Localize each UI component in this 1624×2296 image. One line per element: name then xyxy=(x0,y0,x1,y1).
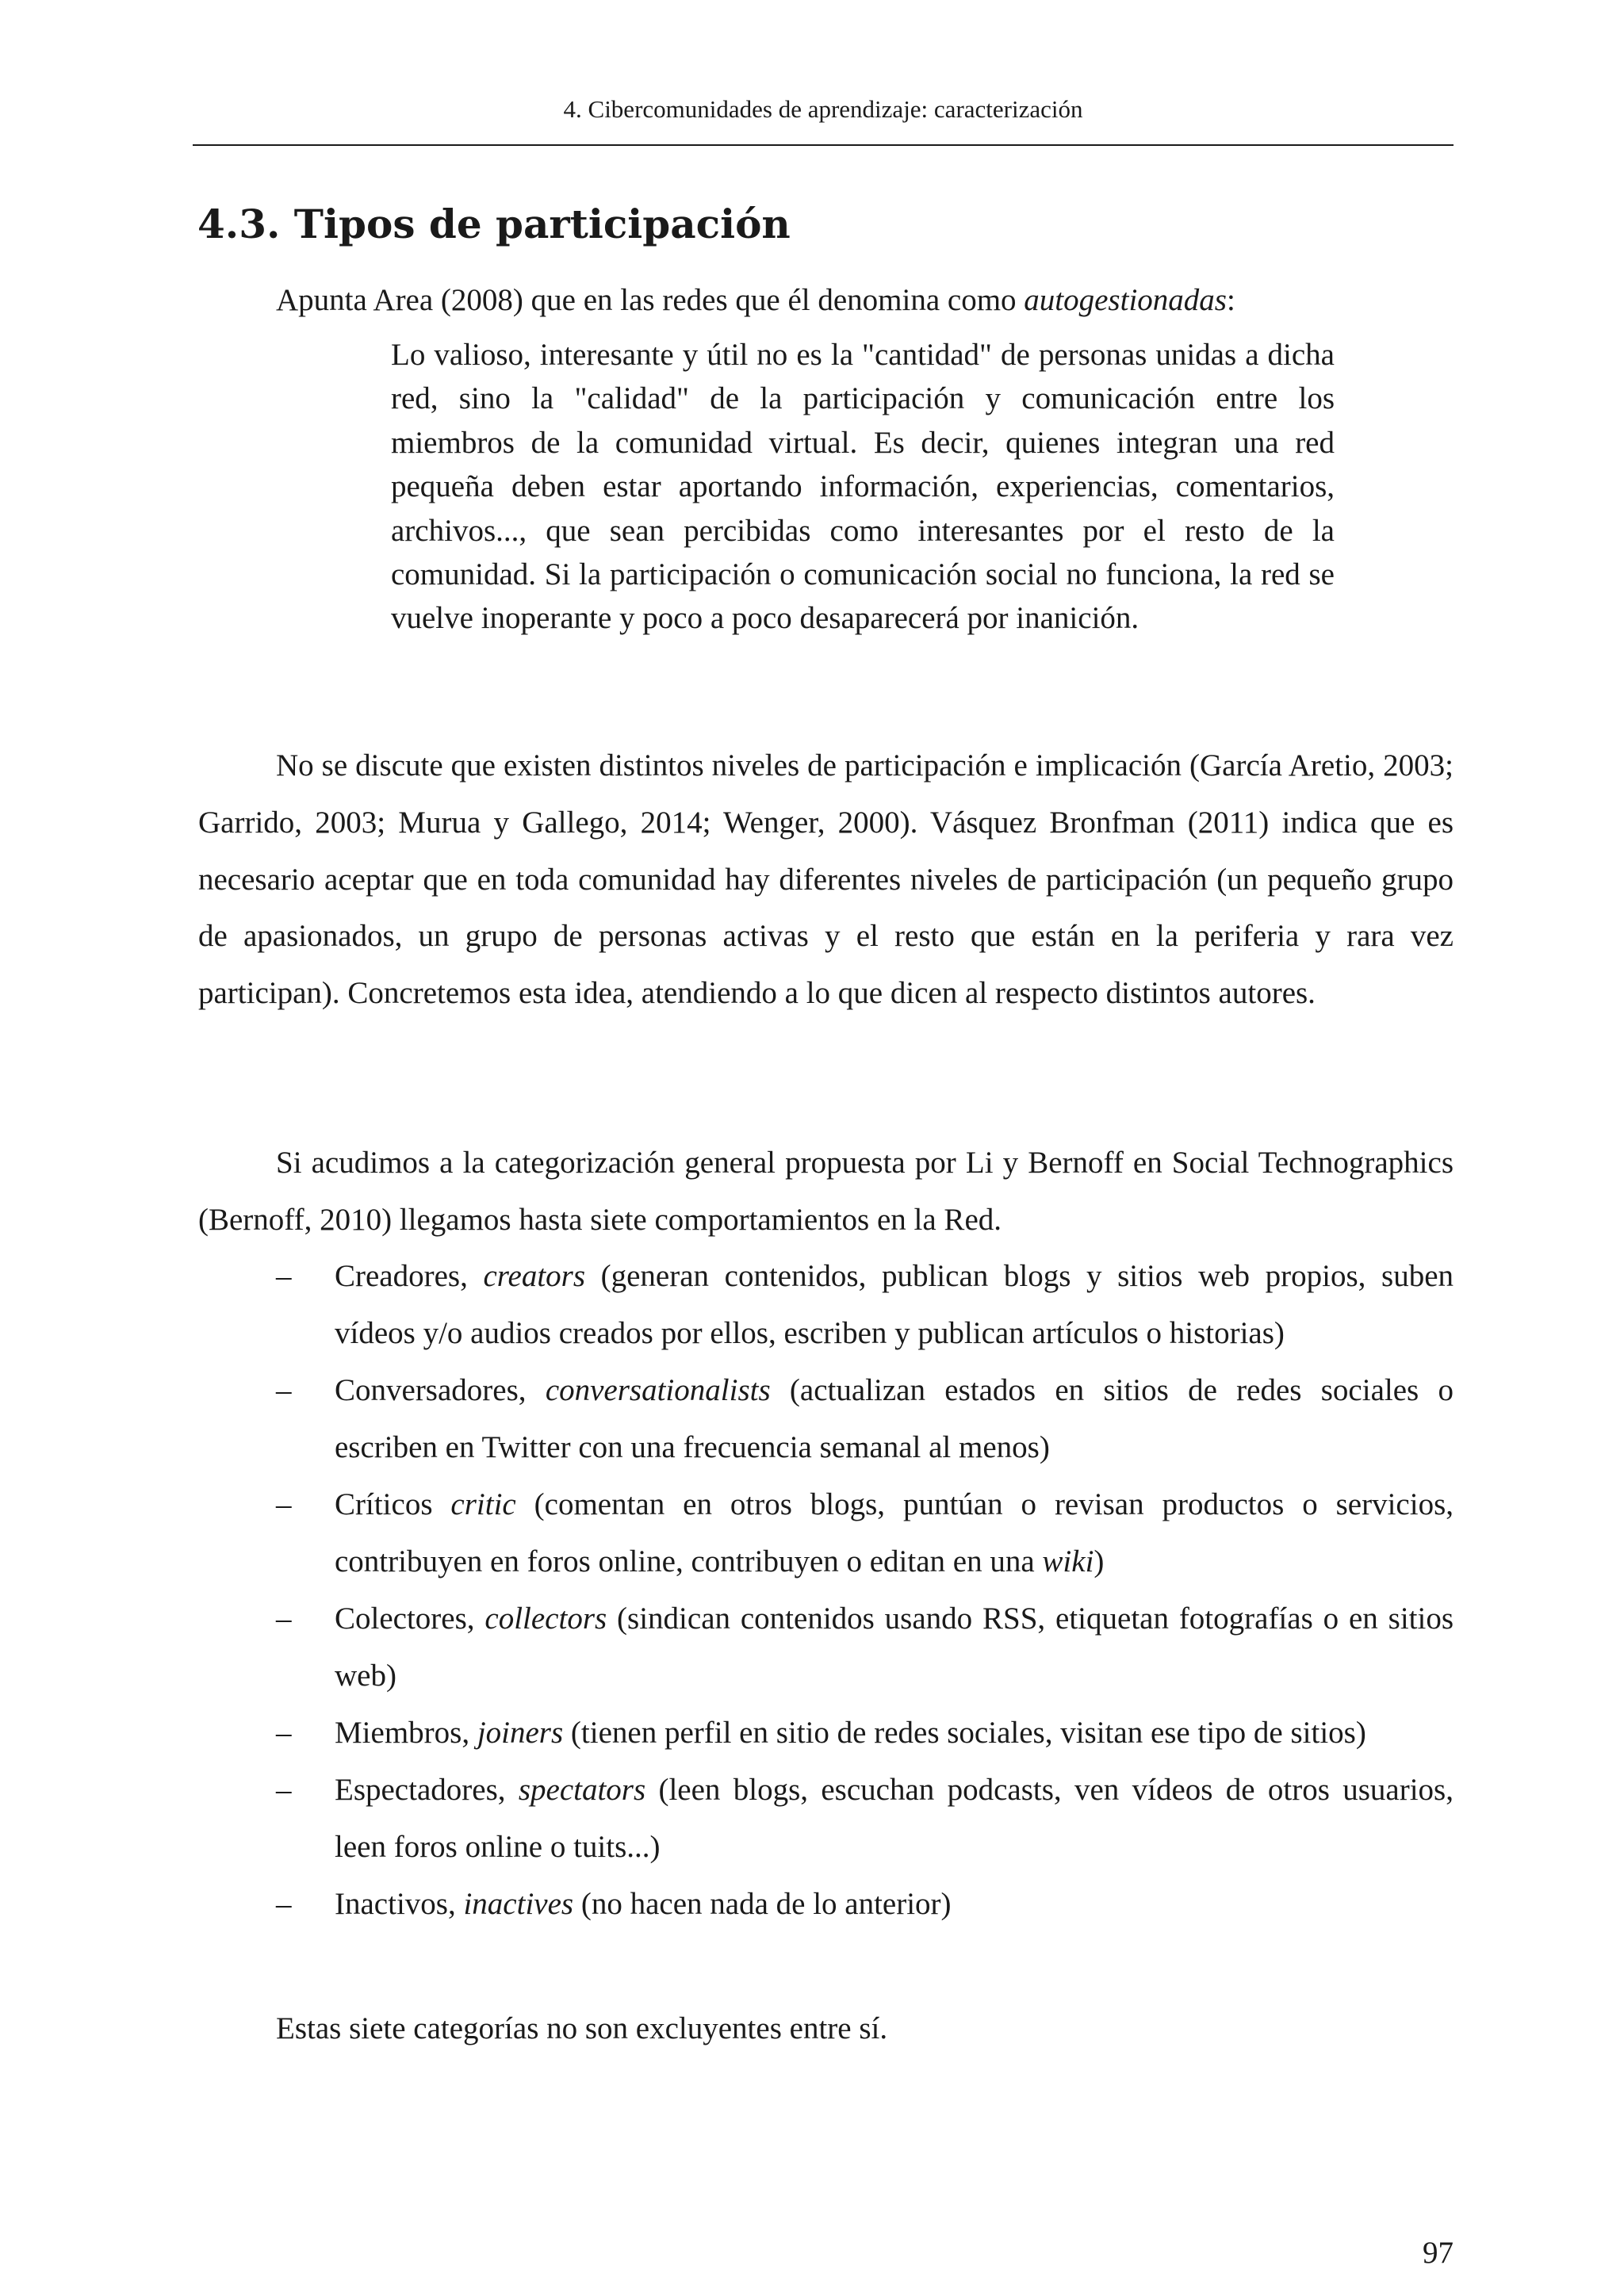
list-item-description: (sindican contenidos usando RSS, etiquetan fotografías o en sitios web) xyxy=(335,1601,1454,1693)
intro-colon: : xyxy=(1226,283,1235,317)
list-item-description: (tienen perfil en sitio de redes sociales, visitan ese tipo de sitios) xyxy=(563,1716,1366,1750)
list-item-lead: Espectadores, xyxy=(335,1773,519,1807)
running-header: 4. Cibercomunidades de aprendizaje: caracterización xyxy=(563,95,1083,123)
list-item-description: (generan contenidos, publican blogs y sitios web propios, suben vídeos y/o audios creados por ellos, escriben y publican artículos o historias) xyxy=(335,1259,1454,1350)
intro-paragraph xyxy=(276,279,1454,322)
section-title: 4.3. Tipos de participación xyxy=(197,201,791,247)
list-item-term: collectors xyxy=(485,1601,607,1636)
list-item-lead: Colectores, xyxy=(335,1601,485,1636)
list-item-lead: Creadores, xyxy=(335,1259,484,1293)
list-dash: – xyxy=(276,1373,292,1407)
list-item xyxy=(198,1248,1454,1362)
list-item xyxy=(198,1476,1454,1590)
intro-text: Apunta Area (2008) que en las redes que él denomina como xyxy=(276,283,1025,317)
body-paragraph-participation-levels: No se discute que existen distintos niveles de participación e implicación (García Aretio, 2003; Garrido, 2003; Murua y Gallego, 2014; Wenger, 2000). Vásquez Bronfman (2011) indica que es necesario aceptar que en toda comunidad hay diferentes niveles de participación (un pequeño grupo de apasionados, un grupo de personas activas y el resto que están en la periferia y rara vez participan). Concretemos esta idea, atendiendo a lo que dicen al respecto distintos autores. xyxy=(198,748,1454,1011)
list-item xyxy=(198,1762,1454,1876)
closing-paragraph: Estas siete categorías no son excluyentes entre sí. xyxy=(276,2011,888,2045)
list-item-term: conversationalists xyxy=(545,1373,771,1407)
list-item-lead: Inactivos, xyxy=(335,1887,464,1921)
list-dash: – xyxy=(276,1259,292,1293)
list-item-term: joiners xyxy=(477,1716,564,1750)
list-item-lead: Críticos xyxy=(335,1487,451,1521)
list-item-description: (leen blogs, escuchan podcasts, ven vídeos de otros usuarios, leen foros online o tuits...) xyxy=(335,1773,1454,1864)
list-item-term: inactives xyxy=(463,1887,574,1921)
list-dash: – xyxy=(276,1601,292,1636)
list-item-tail: ) xyxy=(1094,1544,1105,1578)
list-dash: – xyxy=(276,1773,292,1807)
list-item-description: (no hacen nada de lo anterior) xyxy=(573,1887,952,1921)
list-item-term: creators xyxy=(483,1259,586,1293)
header-rule xyxy=(193,144,1454,146)
block-quote: Lo valioso, interesante y útil no es la "cantidad" de personas unidas a dicha red, sino la "calidad" de la participación y comunicación entre los miembros de la comunidad virtual. Es decir, quienes integran una red pequeña deben estar aportando información, experiencias, comentarios, archivos..., que sean percibidas como interesantes por el resto de la comunidad. Si la participación o comunicación social no funciona, la red se vuelve inoperante y poco a poco desaparecerá por inanición. xyxy=(391,338,1335,636)
list-item-term-wiki: wiki xyxy=(1042,1544,1094,1578)
list-dash: – xyxy=(276,1487,292,1521)
list-dash: – xyxy=(276,1887,292,1921)
list-item xyxy=(198,1362,1454,1476)
behavior-list xyxy=(198,1248,1454,1933)
intro-emphasis: autogestionadas xyxy=(1024,283,1227,317)
list-item xyxy=(198,1876,1454,1933)
list-item-description: (comentan en otros blogs, puntúan o revisan productos o servicios, contribuyen en foros online, contribuyen o editan en una xyxy=(335,1487,1454,1578)
list-item-lead: Conversadores, xyxy=(335,1373,546,1407)
list-item xyxy=(198,1590,1454,1705)
list-dash: – xyxy=(276,1716,292,1750)
page-number: 97 xyxy=(1423,2236,1454,2270)
body-paragraph-social-technographics: Si acudimos a la categorización general propuesta por Li y Bernoff en Social Technographics (Bernoff, 2010) llegamos hasta siete comportamientos en la Red. xyxy=(198,1146,1454,1237)
list-item-term: spectators xyxy=(518,1773,646,1807)
list-item-term: critic xyxy=(450,1487,516,1521)
list-item xyxy=(198,1705,1454,1762)
list-item-lead: Miembros, xyxy=(335,1716,477,1750)
list-item-description: (actualizan estados en sitios de redes sociales o escriben en Twitter con una frecuencia semanal al menos) xyxy=(335,1373,1454,1464)
